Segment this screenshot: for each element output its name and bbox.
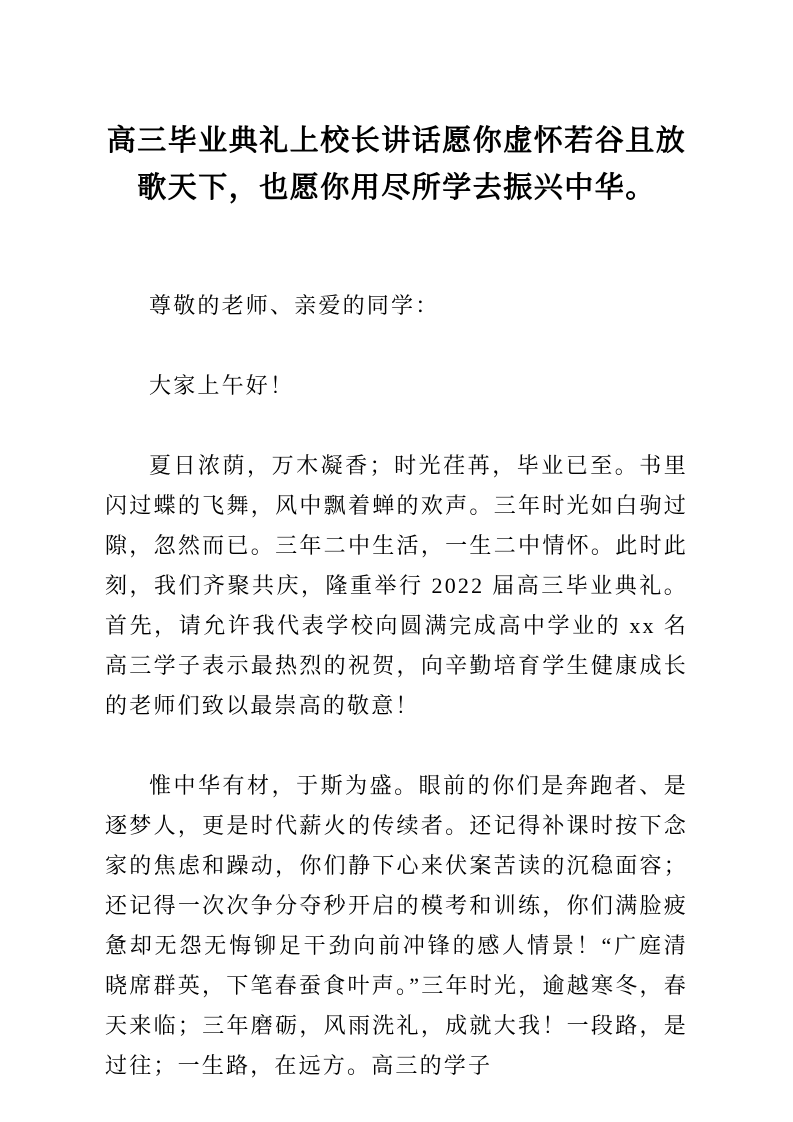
body-paragraph-1: 夏日浓荫，万木凝香；时光荏苒，毕业已至。书里闪过蝶的飞舞，风中飘着蝉的欢声。三年时光如白驹过隙，忽然而已。三年二中生活，一生二中情怀。此时此刻，我们齐聚共庆，隆重举行 2022 届高三毕业典礼。首先，请允许我代表学校向圆满完成高中学业的 xx 名高三学子表示最热烈的祝贺，向辛勤培育学生健康成长的老师们致以最崇高的敬意！ <box>105 453 688 718</box>
document-title: 高三毕业典礼上校长讲话愿你虚怀若谷且放歌天下，也愿你用尽所学去振兴中华。 <box>106 125 687 204</box>
greeting-paragraph: 大家上午好！ <box>149 373 295 398</box>
salutation-paragraph: 尊敬的老师、亲爱的同学： <box>149 293 440 318</box>
body-paragraph-2: 惟中华有材，于斯为盛。眼前的你们是奔跑者、是逐梦人，更是时代薪火的传续者。还记得补课时按下念家的焦虑和躁动，你们静下心来伏案苦读的沉稳面容；还记得一次次争分夺秒开启的模考和训练，你们满脸疲惫却无怨无悔铆足干劲向前冲锋的感人情景！“广庭清晓席群英，下笔春蚕食叶声。”三年时光，逾越寒冬，春天来临；三年磨砺，风雨洗礼，成就大我！一段路，是过往；一生路，在远方。高三的学子 <box>105 773 688 1078</box>
